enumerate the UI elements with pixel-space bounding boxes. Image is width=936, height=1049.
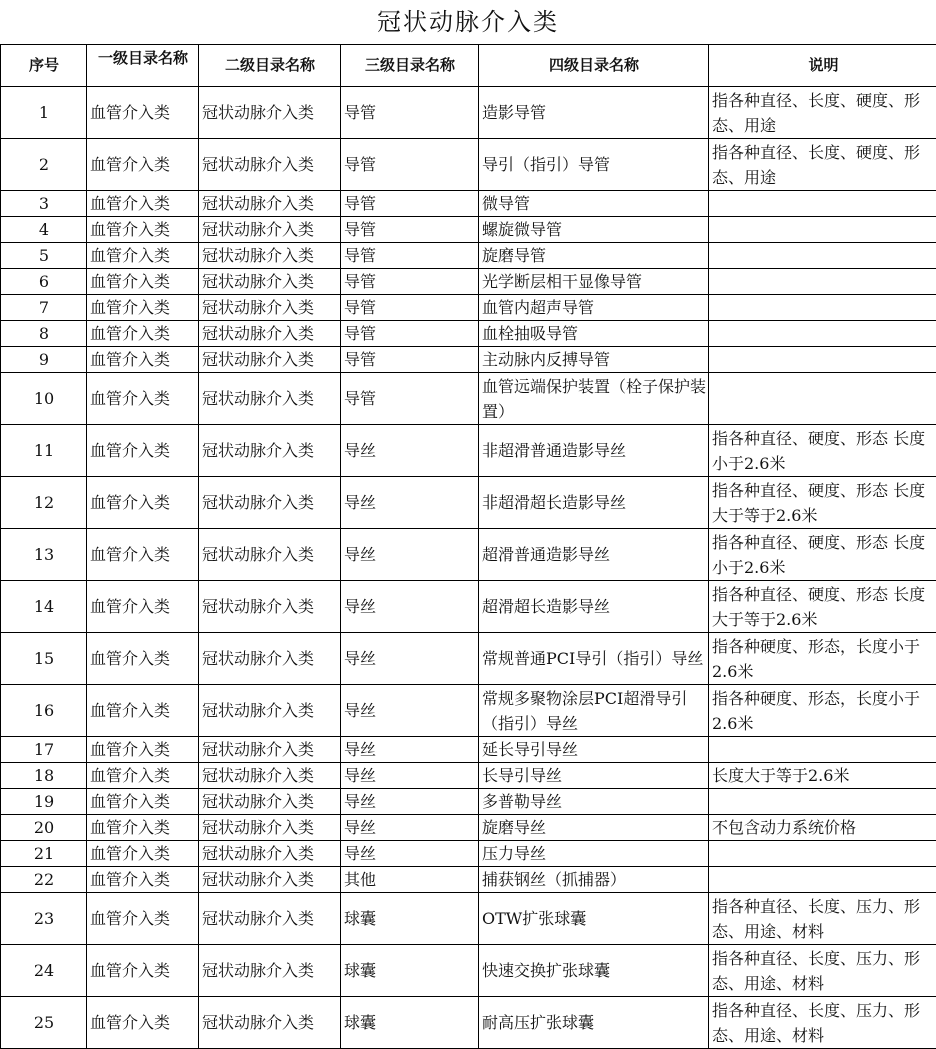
cell-level3: 导管: [341, 191, 479, 217]
cell-note: 长度大于等于2.6米: [709, 763, 936, 789]
cell-no: 7: [1, 295, 87, 321]
cell-level4: 捕获钢丝（抓捕器）: [479, 867, 709, 893]
header-level2: 二级目录名称: [199, 45, 341, 87]
cell-level1: 血管介入类: [87, 87, 199, 139]
cell-level2: 冠状动脉介入类: [199, 269, 341, 295]
cell-note: [709, 867, 936, 893]
cell-level4: 螺旋微导管: [479, 217, 709, 243]
cell-no: 1: [1, 87, 87, 139]
cell-level2: 冠状动脉介入类: [199, 815, 341, 841]
cell-no: 23: [1, 893, 87, 945]
cell-no: 19: [1, 789, 87, 815]
cell-level2: 冠状动脉介入类: [199, 789, 341, 815]
cell-level2: 冠状动脉介入类: [199, 243, 341, 269]
cell-level3: 导丝: [341, 425, 479, 477]
cell-no: 9: [1, 347, 87, 373]
cell-level3: 导丝: [341, 529, 479, 581]
cell-note: [709, 737, 936, 763]
table-row: [1, 997, 936, 1049]
cell-level4: 快速交换扩张球囊: [479, 945, 709, 997]
table-row: [1, 477, 936, 529]
cell-no: 3: [1, 191, 87, 217]
cell-level3: 导管: [341, 295, 479, 321]
cell-level3: 导管: [341, 139, 479, 191]
cell-level2: 冠状动脉介入类: [199, 295, 341, 321]
cell-level1: 血管介入类: [87, 945, 199, 997]
table-body: [1, 87, 936, 1049]
cell-level3: 导丝: [341, 685, 479, 737]
cell-note: [709, 321, 936, 347]
cell-level3: 导丝: [341, 633, 479, 685]
cell-note: [709, 373, 936, 425]
cell-no: 15: [1, 633, 87, 685]
cell-level2: 冠状动脉介入类: [199, 373, 341, 425]
cell-level1: 血管介入类: [87, 581, 199, 633]
cell-level2: 冠状动脉介入类: [199, 217, 341, 243]
cell-level1: 血管介入类: [87, 347, 199, 373]
cell-no: 12: [1, 477, 87, 529]
table-row: [1, 295, 936, 321]
cell-note: [709, 217, 936, 243]
cell-note: 指各种直径、长度、压力、形态、用途、材料: [709, 893, 936, 945]
cell-level4: 超滑普通造影导丝: [479, 529, 709, 581]
cell-no: 20: [1, 815, 87, 841]
cell-level2: 冠状动脉介入类: [199, 685, 341, 737]
cell-level1: 血管介入类: [87, 217, 199, 243]
table-row: [1, 581, 936, 633]
cell-level2: 冠状动脉介入类: [199, 477, 341, 529]
cell-level4: 旋磨导管: [479, 243, 709, 269]
cell-level1: 血管介入类: [87, 425, 199, 477]
cell-level3: 导管: [341, 347, 479, 373]
cell-note: 指各种直径、长度、压力、形态、用途、材料: [709, 997, 936, 1049]
cell-level4: 耐高压扩张球囊: [479, 997, 709, 1049]
cell-level3: 导丝: [341, 789, 479, 815]
table-row: [1, 633, 936, 685]
cell-note: [709, 789, 936, 815]
header-note: 说明: [709, 45, 936, 87]
cell-note: 指各种硬度、形态，长度小于2.6米: [709, 685, 936, 737]
table-row: [1, 87, 936, 139]
cell-level4: 常规普通PCI导引（指引）导丝: [479, 633, 709, 685]
cell-level3: 球囊: [341, 893, 479, 945]
cell-level3: 导管: [341, 243, 479, 269]
cell-note: [709, 191, 936, 217]
cell-level3: 导丝: [341, 477, 479, 529]
cell-no: 22: [1, 867, 87, 893]
cell-no: 25: [1, 997, 87, 1049]
cell-no: 13: [1, 529, 87, 581]
cell-level2: 冠状动脉介入类: [199, 737, 341, 763]
cell-no: 6: [1, 269, 87, 295]
cell-level1: 血管介入类: [87, 269, 199, 295]
cell-level4: 非超滑超长造影导丝: [479, 477, 709, 529]
header-level1: [87, 45, 199, 87]
header-no: 序号: [1, 45, 87, 87]
cell-level3: 导丝: [341, 841, 479, 867]
cell-level4: 多普勒导丝: [479, 789, 709, 815]
table-row: [1, 867, 936, 893]
cell-no: 21: [1, 841, 87, 867]
cell-level2: 冠状动脉介入类: [199, 893, 341, 945]
cell-level2: 冠状动脉介入类: [199, 763, 341, 789]
cell-level1: 血管介入类: [87, 893, 199, 945]
cell-level4: 主动脉内反搏导管: [479, 347, 709, 373]
cell-level2: 冠状动脉介入类: [199, 945, 341, 997]
table-row: [1, 217, 936, 243]
cell-note: 指各种直径、硬度、形态 长度大于等于2.6米: [709, 581, 936, 633]
cell-level1: 血管介入类: [87, 841, 199, 867]
table-row: [1, 893, 936, 945]
cell-level4: 压力导丝: [479, 841, 709, 867]
cell-level2: 冠状动脉介入类: [199, 87, 341, 139]
cell-level1: 血管介入类: [87, 633, 199, 685]
cell-level4: 光学断层相干显像导管: [479, 269, 709, 295]
cell-level3: 其他: [341, 867, 479, 893]
cell-note: 指各种硬度、形态，长度小于2.6米: [709, 633, 936, 685]
cell-level3: 导丝: [341, 815, 479, 841]
cell-note: 指各种直径、长度、压力、形态、用途、材料: [709, 945, 936, 997]
cell-level4: 旋磨导丝: [479, 815, 709, 841]
cell-level4: 微导管: [479, 191, 709, 217]
cell-note: [709, 347, 936, 373]
cell-level2: 冠状动脉介入类: [199, 529, 341, 581]
cell-level3: 导管: [341, 217, 479, 243]
cell-no: 24: [1, 945, 87, 997]
cell-level1: 血管介入类: [87, 191, 199, 217]
cell-level1: 血管介入类: [87, 737, 199, 763]
cell-level1: 血管介入类: [87, 815, 199, 841]
table-row: [1, 425, 936, 477]
cell-note: 指各种直径、硬度、形态 长度大于等于2.6米: [709, 477, 936, 529]
cell-note: 指各种直径、硬度、形态 长度小于2.6米: [709, 425, 936, 477]
cell-note: 指各种直径、硬度、形态 长度小于2.6米: [709, 529, 936, 581]
catalog-table: [0, 44, 936, 1049]
table-row: [1, 269, 936, 295]
table-row: [1, 945, 936, 997]
cell-level4: 长导引导丝: [479, 763, 709, 789]
cell-level2: 冠状动脉介入类: [199, 321, 341, 347]
cell-level1: 血管介入类: [87, 763, 199, 789]
cell-no: 10: [1, 373, 87, 425]
table-row: [1, 763, 936, 789]
cell-no: 5: [1, 243, 87, 269]
cell-no: 17: [1, 737, 87, 763]
page-title: 冠状动脉介入类: [0, 4, 936, 40]
header-level3: 三级目录名称: [341, 45, 479, 87]
cell-note: 指各种直径、长度、硬度、形态、用途: [709, 139, 936, 191]
cell-level3: 球囊: [341, 997, 479, 1049]
cell-level4: 血管远端保护装置（栓子保护装置）: [479, 373, 709, 425]
table-row: [1, 191, 936, 217]
cell-level3: 导管: [341, 87, 479, 139]
cell-note: 不包含动力系统价格: [709, 815, 936, 841]
cell-level4: 延长导引导丝: [479, 737, 709, 763]
cell-level1: 血管介入类: [87, 243, 199, 269]
cell-level1: 血管介入类: [87, 139, 199, 191]
cell-level1: 血管介入类: [87, 477, 199, 529]
cell-level2: 冠状动脉介入类: [199, 425, 341, 477]
cell-level1: 血管介入类: [87, 867, 199, 893]
cell-level2: 冠状动脉介入类: [199, 139, 341, 191]
header-level4: 四级目录名称: [479, 45, 709, 87]
cell-level4: 非超滑普通造影导丝: [479, 425, 709, 477]
cell-level4: 血栓抽吸导管: [479, 321, 709, 347]
cell-level2: 冠状动脉介入类: [199, 347, 341, 373]
cell-level2: 冠状动脉介入类: [199, 633, 341, 685]
cell-no: 8: [1, 321, 87, 347]
cell-level3: 导管: [341, 269, 479, 295]
cell-level1: 血管介入类: [87, 685, 199, 737]
table-row: [1, 685, 936, 737]
cell-no: 4: [1, 217, 87, 243]
cell-level4: 血管内超声导管: [479, 295, 709, 321]
cell-level4: 造影导管: [479, 87, 709, 139]
table-row: [1, 815, 936, 841]
cell-level2: 冠状动脉介入类: [199, 841, 341, 867]
cell-level1: 血管介入类: [87, 789, 199, 815]
cell-no: 16: [1, 685, 87, 737]
cell-level3: 球囊: [341, 945, 479, 997]
cell-note: [709, 295, 936, 321]
cell-level4: 常规多聚物涂层PCI超滑导引（指引）导丝: [479, 685, 709, 737]
cell-level3: 导管: [341, 373, 479, 425]
cell-no: 18: [1, 763, 87, 789]
cell-note: 指各种直径、长度、硬度、形态、用途: [709, 87, 936, 139]
cell-level3: 导丝: [341, 763, 479, 789]
header-row: [1, 45, 936, 87]
cell-no: 11: [1, 425, 87, 477]
cell-level1: 血管介入类: [87, 997, 199, 1049]
cell-no: 14: [1, 581, 87, 633]
cell-level2: 冠状动脉介入类: [199, 867, 341, 893]
table-row: [1, 529, 936, 581]
cell-level1: 血管介入类: [87, 373, 199, 425]
table-row: [1, 789, 936, 815]
cell-note: [709, 269, 936, 295]
cell-level2: 冠状动脉介入类: [199, 191, 341, 217]
cell-note: [709, 243, 936, 269]
cell-level4: 导引（指引）导管: [479, 139, 709, 191]
cell-level1: 血管介入类: [87, 529, 199, 581]
cell-level3: 导管: [341, 321, 479, 347]
table-row: [1, 737, 936, 763]
table-row: [1, 347, 936, 373]
cell-level2: 冠状动脉介入类: [199, 581, 341, 633]
table-row: [1, 373, 936, 425]
cell-note: [709, 841, 936, 867]
cell-level4: OTW扩张球囊: [479, 893, 709, 945]
cell-level1: 血管介入类: [87, 321, 199, 347]
cell-level4: 超滑超长造影导丝: [479, 581, 709, 633]
cell-level1: 血管介入类: [87, 295, 199, 321]
header-level1-text: 一级目录名称: [90, 47, 196, 83]
cell-level2: 冠状动脉介入类: [199, 997, 341, 1049]
cell-no: 2: [1, 139, 87, 191]
table-row: [1, 243, 936, 269]
table-row: [1, 841, 936, 867]
table-row: [1, 139, 936, 191]
cell-level3: 导丝: [341, 581, 479, 633]
table-row: [1, 321, 936, 347]
cell-level3: 导丝: [341, 737, 479, 763]
